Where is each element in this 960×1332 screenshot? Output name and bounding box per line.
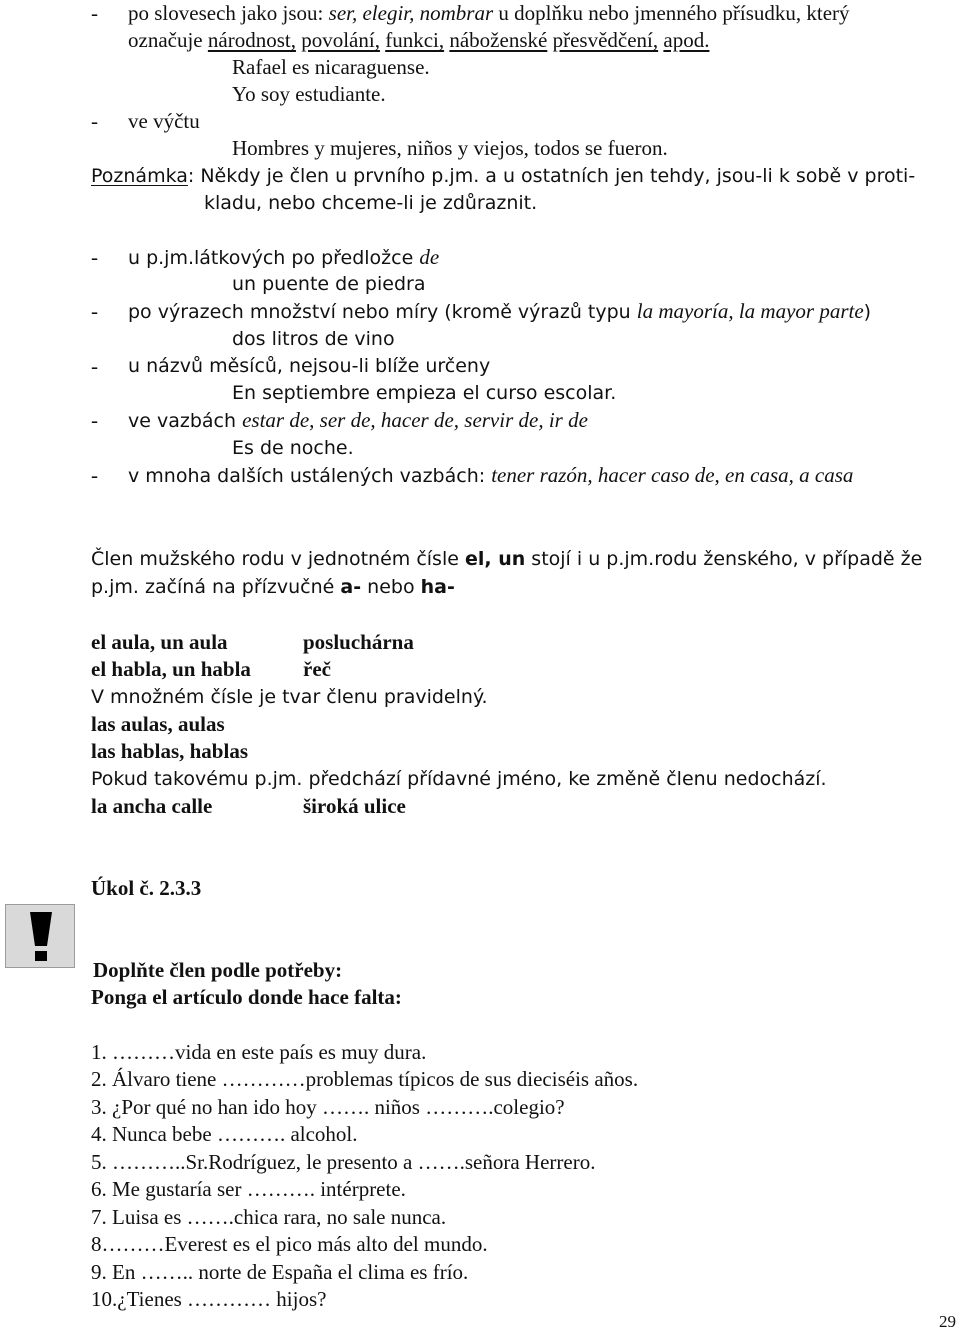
masc-rule-line-2 <box>91 574 455 601</box>
bullet-dash: - <box>91 1 98 25</box>
rule-copula-line <box>128 0 850 27</box>
exercise-item: 6. Me gustaría ser ………. intérprete. <box>91 1177 406 1201</box>
term-apod: apod. <box>663 28 710 52</box>
bullet-dash: - <box>91 245 98 269</box>
term-presvedceni: přesvědčení, <box>552 28 659 52</box>
example-spanish: la ancha calle <box>91 794 213 818</box>
task-instruction-cz: Doplňte člen podle potřeby: <box>93 958 343 982</box>
example-plural: las aulas, aulas <box>91 712 225 736</box>
term-nabozenske: náboženské <box>449 28 548 52</box>
rule-italic: tener razón, hacer caso de, en casa, a casa <box>491 463 854 487</box>
rule-fixed-phrases <box>128 462 853 490</box>
example-czech: posluchárna <box>303 630 414 654</box>
rule-text: u doplňku nebo jmenného přísudku, který <box>493 1 850 25</box>
rule-italic: de <box>419 245 440 269</box>
example-plural: las hablas, hablas <box>91 739 248 763</box>
rule-text: ve vazbách <box>128 410 243 432</box>
rule-material-nouns <box>128 244 439 272</box>
rule-text: po slovesech jako jsou: <box>128 1 329 25</box>
article-el-un: el, un <box>464 548 526 570</box>
bullet-dash: - <box>91 299 98 323</box>
masc-rule-line-1 <box>91 546 922 573</box>
term-povolani: povolání, <box>301 28 380 52</box>
exercise-item: 4. Nunca bebe ………. alcohol. <box>91 1122 358 1146</box>
example-sentence: Es de noche. <box>232 437 354 459</box>
task-instruction-es: Ponga el artículo donde hace falta: <box>91 985 402 1009</box>
note-line <box>91 163 915 190</box>
task-title: Úkol č. 2.3.3 <box>91 876 202 900</box>
exercise-item: 7. Luisa es …….chica rara, no sale nunca. <box>91 1205 447 1229</box>
note-label: Poznámka <box>91 165 188 187</box>
page-number: 29 <box>939 1312 956 1331</box>
rule-verbs: ser, elegir, nombrar <box>328 1 494 25</box>
exercise-item: 5. ………..Sr.Rodríguez, le presento a …….señora Herrero. <box>91 1150 596 1174</box>
example-czech: široká ulice <box>303 794 406 818</box>
rule-text: nebo <box>361 576 421 598</box>
rule-text: po výrazech množství nebo míry (kromě výrazů typu <box>128 301 637 323</box>
exercise-item: 10.¿Tienes ………… hijos? <box>91 1287 327 1311</box>
bullet-dash: - <box>91 354 98 378</box>
bullet-dash: - <box>91 408 98 432</box>
rule-text: p.jm. začíná na přízvučné <box>91 576 341 598</box>
bullet-dash: - <box>91 463 98 487</box>
exclamation-icon <box>5 904 75 968</box>
rule-enumeration: ve výčtu <box>128 109 200 133</box>
adjective-note: Pokud takovému p.jm. předchází přídavné jméno, ke změně členu nedochází. <box>91 768 827 790</box>
rule-text: označuje <box>128 28 208 52</box>
rule-text: v mnoha dalších ustálených vazbách: <box>128 465 492 487</box>
rule-phrases <box>128 407 588 435</box>
stressed-ha: ha- <box>420 576 455 598</box>
note-continuation: kladu, nebo chceme-li je zdůraznit. <box>204 192 538 214</box>
example-czech: řeč <box>303 657 331 681</box>
note-text: : Někdy je člen u prvního p.jm. a u ostatních jen tehdy, jsou-li k sobě v proti- <box>187 165 916 187</box>
rule-italic: estar de, ser de, hacer de, servir de, ir de <box>242 408 588 432</box>
rule-text: u p.jm.látkových po předložce <box>128 247 420 269</box>
example-spanish: el habla, un habla <box>91 657 251 681</box>
exercise-item: 8………Everest es el pico más alto del mundo. <box>91 1232 488 1256</box>
example-sentence: Hombres y mujeres, niños y viejos, todos se fueron. <box>232 136 668 160</box>
example-sentence: un puente de piedra <box>232 273 426 295</box>
exercise-item: 2. Álvaro tiene …………problemas típicos de sus dieciséis años. <box>91 1067 639 1091</box>
rule-copula-line-2 <box>128 27 709 54</box>
rule-text: ) <box>863 301 872 323</box>
example-spanish: el aula, un aula <box>91 630 228 654</box>
plural-note: V množném čísle je tvar členu pravidelný. <box>91 686 488 708</box>
example-sentence: En septiembre empieza el curso escolar. <box>232 382 617 404</box>
term-funkci: funkci, <box>385 28 445 52</box>
exercise-item: 9. En …….. norte de España el clima es frío. <box>91 1260 469 1284</box>
rule-months: u názvů měsíců, nejsou-li blíže určeny <box>128 355 491 377</box>
rule-quantity <box>128 298 871 326</box>
rule-italic: la mayoría, la mayor parte <box>636 299 864 323</box>
example-sentence: dos litros de vino <box>232 328 395 350</box>
exercise-item: 3. ¿Por qué no han ido hoy ……. niños ……….colegio? <box>91 1095 565 1119</box>
stressed-a: a- <box>340 576 362 598</box>
rule-text: stojí i u p.jm.rodu ženského, v případě že <box>525 548 923 570</box>
example-sentence: Yo soy estudiante. <box>232 82 386 106</box>
rule-text: Člen mužského rodu v jednotném čísle <box>91 548 465 570</box>
exercise-item: 1. ………vida en este país es muy dura. <box>91 1040 427 1064</box>
term-narodnost: národnost, <box>207 28 296 52</box>
bullet-dash: - <box>91 109 98 133</box>
example-sentence: Rafael es nicaraguense. <box>232 55 430 79</box>
